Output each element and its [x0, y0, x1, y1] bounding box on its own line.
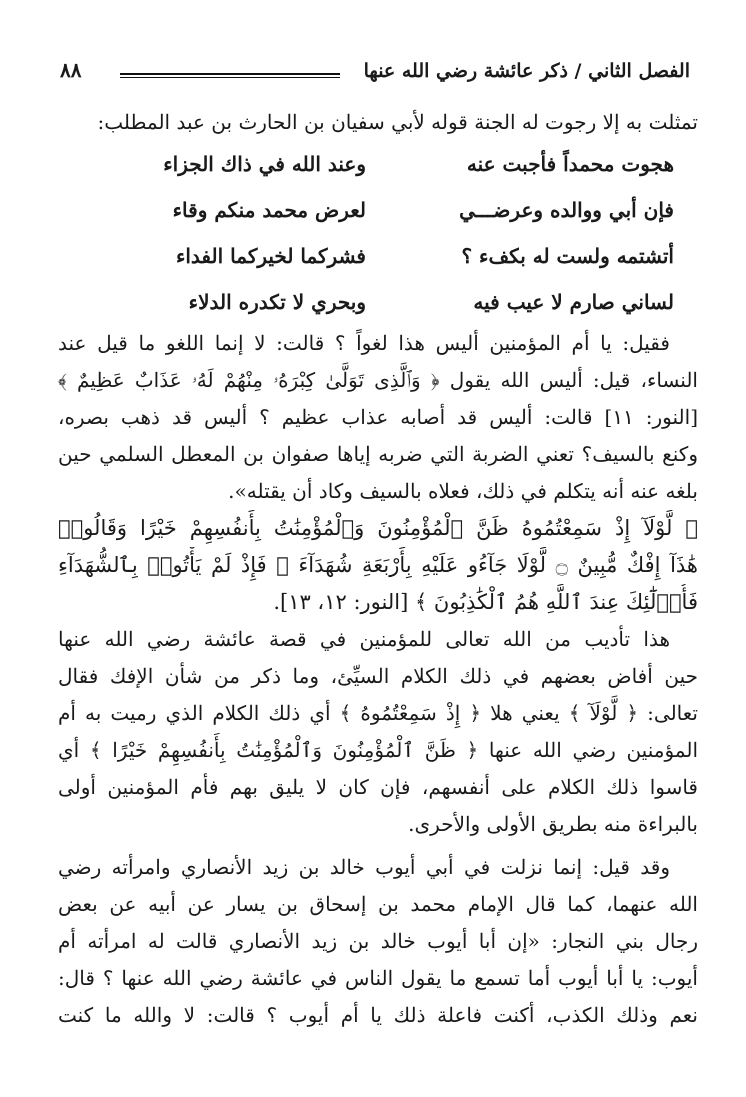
- text-line: الله عنهما، كما قال الإمام محمد بن إسحاق بن يسار عن أبيه عن بعض: [58, 892, 698, 916]
- page-body: [58, 104, 698, 1034]
- text-line: بالبراءة منه بطريق الأولى والأحرى.: [408, 812, 698, 836]
- poem-hemistich-first: لساني صارم لا عيب فيه: [473, 290, 674, 314]
- text-line: رجال بني النجار: «إن أبا أيوب خالد بن زيد الأنصاري قالت له امرأته أم: [58, 929, 698, 953]
- page-header: [60, 60, 690, 94]
- poem-hemistich-second: وعند الله في ذاك الجزاء: [163, 152, 366, 176]
- poem-hemistich-second: فشركما لخيركما الفداء: [175, 244, 366, 268]
- paragraph: [58, 621, 698, 843]
- page-number: ٨٨: [60, 58, 82, 82]
- text-line: حين أفاض بعضهم في ذلك الكلام السيِّئ، وما ذكر من شأن الإفك فقال: [58, 664, 698, 688]
- quran-line: هَٰذَآ إِفْكٌ مُّبِينٌ ۝ لَّوْلَا جَآءُو عَلَيْهِ بِأَرْبَعَةِ شُهَدَآءَ ۚ فَإِذْ لَمْ يَأْتُوا۟ بِٱلشُّهَدَآءِ: [58, 553, 698, 577]
- header-rule: [120, 73, 340, 78]
- paragraph: [58, 849, 698, 1034]
- poem-hemistich-second: وبحري لا تكدره الدلاء: [188, 290, 366, 314]
- poem: [58, 141, 698, 325]
- quran-line: ﴿ لَّوْلَآ إِذْ سَمِعْتُمُوهُ ظَنَّ ٱلْمُؤْمِنُونَ وَٱلْمُؤْمِنَٰتُ بِأَنفُسِهِمْ خَيْرًا وَقَالُوا۟: [58, 516, 698, 540]
- quran-line: فَأُو۟لَٰٓئِكَ عِندَ ٱللَّهِ هُمُ ٱلْكَٰذِبُونَ ﴾ [النور: ١٢، ١٣].: [273, 590, 698, 614]
- text-line: نعم وذلك الكذب، أكنت فاعلة ذلك يا أم أيوب ؟ قالت: لا والله ما كنت: [58, 1003, 698, 1027]
- quran-block: [58, 510, 698, 621]
- poem-hemistich-first: فإن أبي ووالده وعرضـــي: [459, 198, 674, 222]
- text-line: وكنع بالسيف؟ تعني الضربة التي ضربه إياها صفوان بن المعطل السلمي حين: [58, 442, 698, 466]
- text-line: [النور: ١١] قالت: أليس قد أصابه عذاب عظيم ؟ أليس قد ذهب بصره،: [58, 405, 698, 429]
- poem-hemistich-second: لعرض محمد منكم وقاء: [172, 198, 366, 222]
- poem-verse: [96, 233, 674, 279]
- poem-verse: [96, 141, 674, 187]
- text-line: النساء، قيل: أليس الله يقول ﴿ وَٱلَّذِى تَوَلَّىٰ كِبْرَهُۥ مِنْهُمْ لَهُۥ عَذَابٌ عَظِيمٌ ﴾: [58, 368, 698, 392]
- paragraph: [58, 325, 698, 510]
- poem-verse: [96, 279, 674, 325]
- text-line: تعالى: ﴿ لَّوْلَآ ﴾ يعني هلا ﴿ إِذْ سَمِعْتُمُوهُ ﴾ أي ذلك الكلام الذي رميت به أم: [58, 701, 698, 725]
- intro-line: تمثلت به إلا رجوت له الجنة قوله لأبي سفيان بن الحارث بن عبد المطلب:: [97, 110, 698, 134]
- text-line: فقيل: يا أم المؤمنين أليس هذا لغواً ؟ قالت: لا إنما اللغو ما قيل عند: [58, 331, 670, 355]
- poem-hemistich-first: أتشتمه ولست له بكفء ؟: [461, 244, 674, 268]
- poem-verse: [96, 187, 674, 233]
- poem-hemistich-first: هجوت محمداً فأجبت عنه: [466, 152, 674, 176]
- text-line: قاسوا ذلك الكلام على أنفسهم، فإن كان لا يليق بهم فأم المؤمنين أولى: [58, 775, 698, 799]
- text-line: بلغه عنه أنه يتكلم في ذلك، فعلاه بالسيف وكاد أن يقتله».: [228, 479, 698, 503]
- text-line: وقد قيل: إنما نزلت في أبي أيوب خالد بن زيد الأنصاري وامرأته رضي: [58, 855, 670, 879]
- text-line: أيوب: يا أبا أيوب أما تسمع ما يقول الناس في عائشة رضي الله عنها ؟ قال:: [58, 966, 698, 990]
- text-line: هذا تأديب من الله تعالى للمؤمنين في قصة عائشة رضي الله عنها: [58, 627, 670, 651]
- text-line: المؤمنين رضي الله عنها ﴿ ظَنَّ ٱلْمُؤْمِنُونَ وَٱلْمُؤْمِنَٰتُ بِأَنفُسِهِمْ خَيْرًا ﴾ أي: [58, 738, 698, 762]
- chapter-title: الفصل الثاني / ذكر عائشة رضي الله عنها: [363, 60, 690, 82]
